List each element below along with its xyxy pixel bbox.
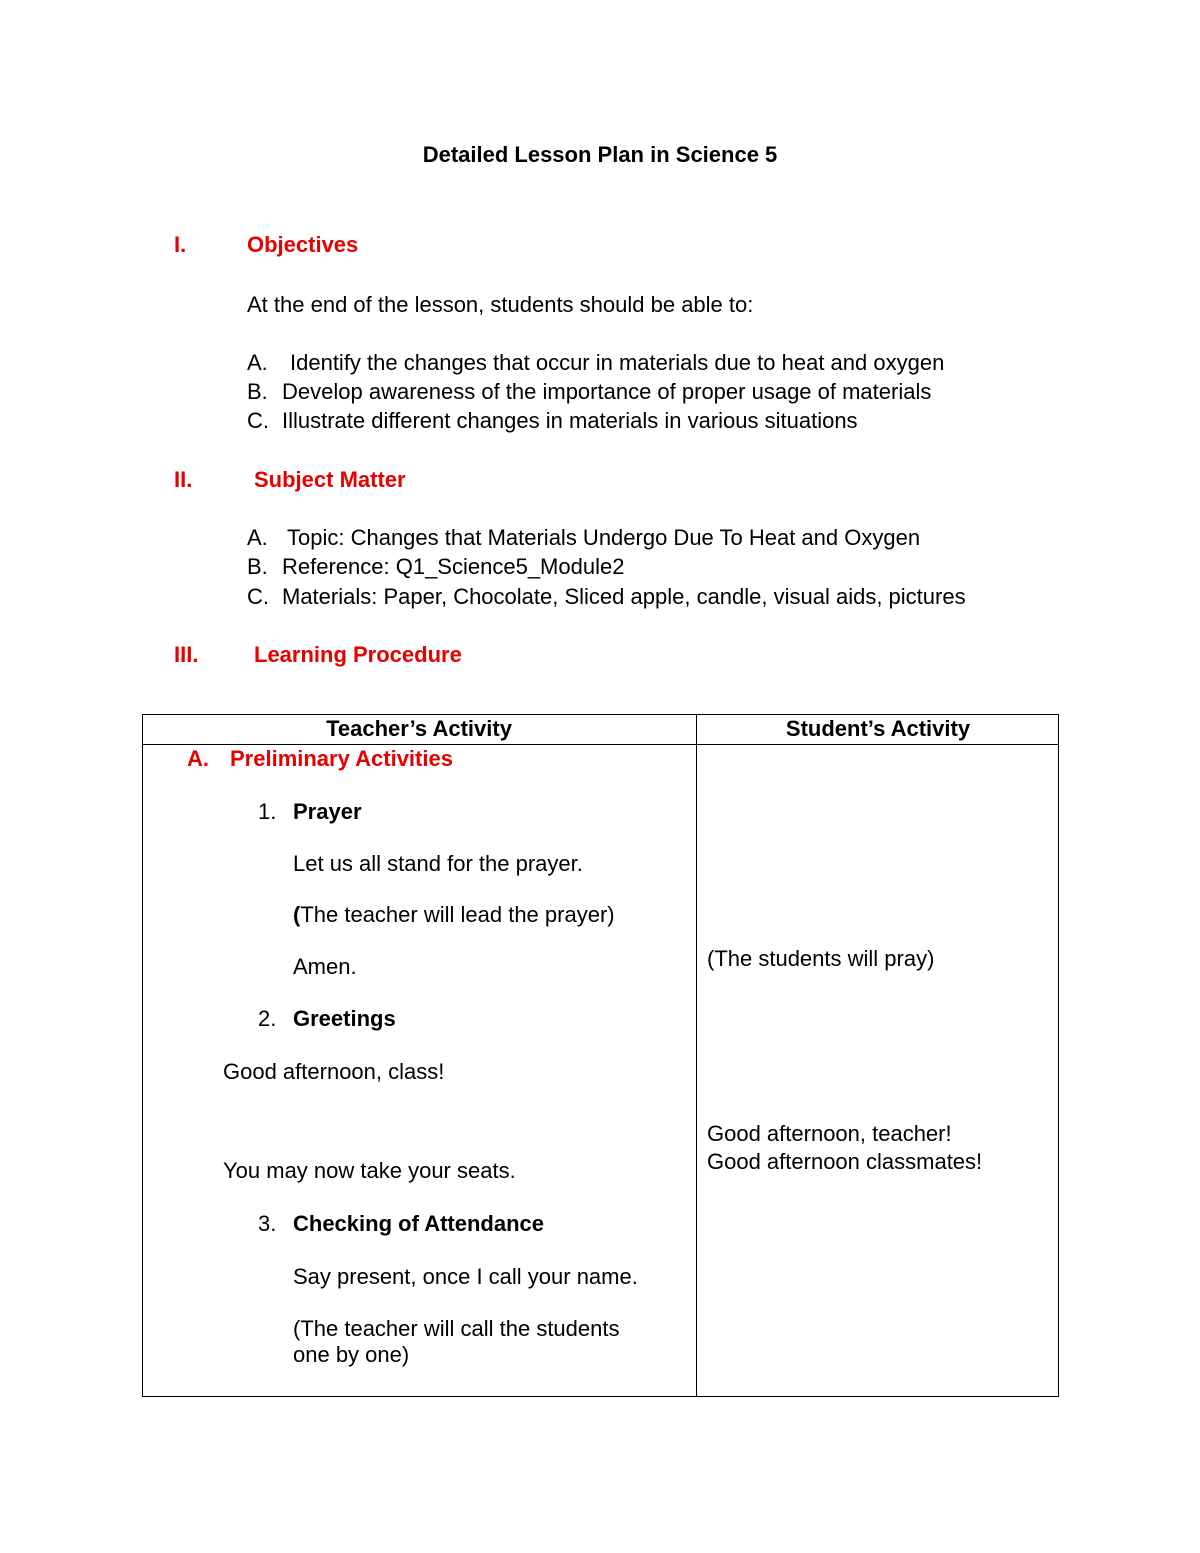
objectives-intro: At the end of the lesson, students should be able to:: [247, 292, 754, 317]
table-border-right: [1058, 714, 1059, 1397]
student-greet-2: Good afternoon classmates!: [707, 1149, 983, 1174]
subject-letter-b: B.: [247, 554, 268, 579]
prayer-number: 1.: [258, 799, 277, 824]
section-number-2: II.: [174, 467, 193, 492]
student-pray: (The students will pray): [707, 946, 935, 971]
section-number-1: I.: [174, 232, 187, 257]
subject-item-materials: Materials: Paper, Chocolate, Sliced apple, candle, visual aids, pictures: [282, 584, 966, 609]
table-header-teacher: Teacher’s Activity: [326, 716, 512, 741]
student-greet-1: Good afternoon, teacher!: [707, 1121, 952, 1146]
objective-letter-a: A.: [247, 350, 268, 375]
prayer-line-2: [293, 902, 615, 928]
activity-table: [142, 714, 1059, 1397]
subject-letter-a: A.: [247, 525, 268, 550]
objective-letter-b: B.: [247, 379, 268, 404]
attendance-line-2b: one by one): [293, 1342, 410, 1367]
objective-item-a: Identify the changes that occur in materials due to heat and oxygen: [290, 350, 945, 375]
attendance-line-2a: (The teacher will call the students: [293, 1316, 620, 1341]
attendance-title: Checking of Attendance: [293, 1211, 544, 1236]
table-column-divider: [696, 714, 697, 1397]
prelim-letter: A.: [187, 746, 209, 771]
attendance-line-1: Say present, once I call your name.: [293, 1264, 638, 1289]
subject-item-reference: Reference: Q1_Science5_Module2: [282, 554, 625, 579]
greetings-line-1: Good afternoon, class!: [223, 1059, 445, 1084]
section-title-subject-matter: Subject Matter: [254, 467, 406, 492]
attendance-number: 3.: [258, 1211, 277, 1236]
section-title-objectives: Objectives: [247, 232, 359, 257]
prayer-line-3: Amen.: [293, 954, 357, 979]
table-border-bottom: [142, 1396, 1059, 1397]
prayer-title: Prayer: [293, 799, 362, 824]
page-title: Detailed Lesson Plan in Science 5: [422, 142, 778, 167]
objective-letter-c: C.: [247, 408, 269, 433]
section-number-3: III.: [174, 642, 199, 667]
greetings-number: 2.: [258, 1006, 277, 1031]
greetings-title: Greetings: [293, 1006, 396, 1031]
table-border-left: [142, 714, 143, 1397]
greetings-line-2: You may now take your seats.: [223, 1158, 516, 1183]
prelim-title: Preliminary Activities: [230, 746, 453, 771]
table-header-divider: [142, 744, 1059, 745]
objective-item-b: Develop awareness of the importance of proper usage of materials: [282, 379, 932, 404]
prayer-line-2-paren: (: [293, 902, 301, 927]
prayer-line-2-text: The teacher will lead the prayer): [300, 902, 615, 927]
subject-item-topic: Topic: Changes that Materials Undergo Due To Heat and Oxygen: [287, 525, 921, 550]
table-header-student: Student’s Activity: [785, 716, 971, 741]
section-title-learning-procedure: Learning Procedure: [254, 642, 462, 667]
table-border-top: [142, 714, 1059, 715]
objective-item-c: Illustrate different changes in materials in various situations: [282, 408, 858, 433]
prayer-line-1: Let us all stand for the prayer.: [293, 851, 583, 876]
subject-letter-c: C.: [247, 584, 269, 609]
